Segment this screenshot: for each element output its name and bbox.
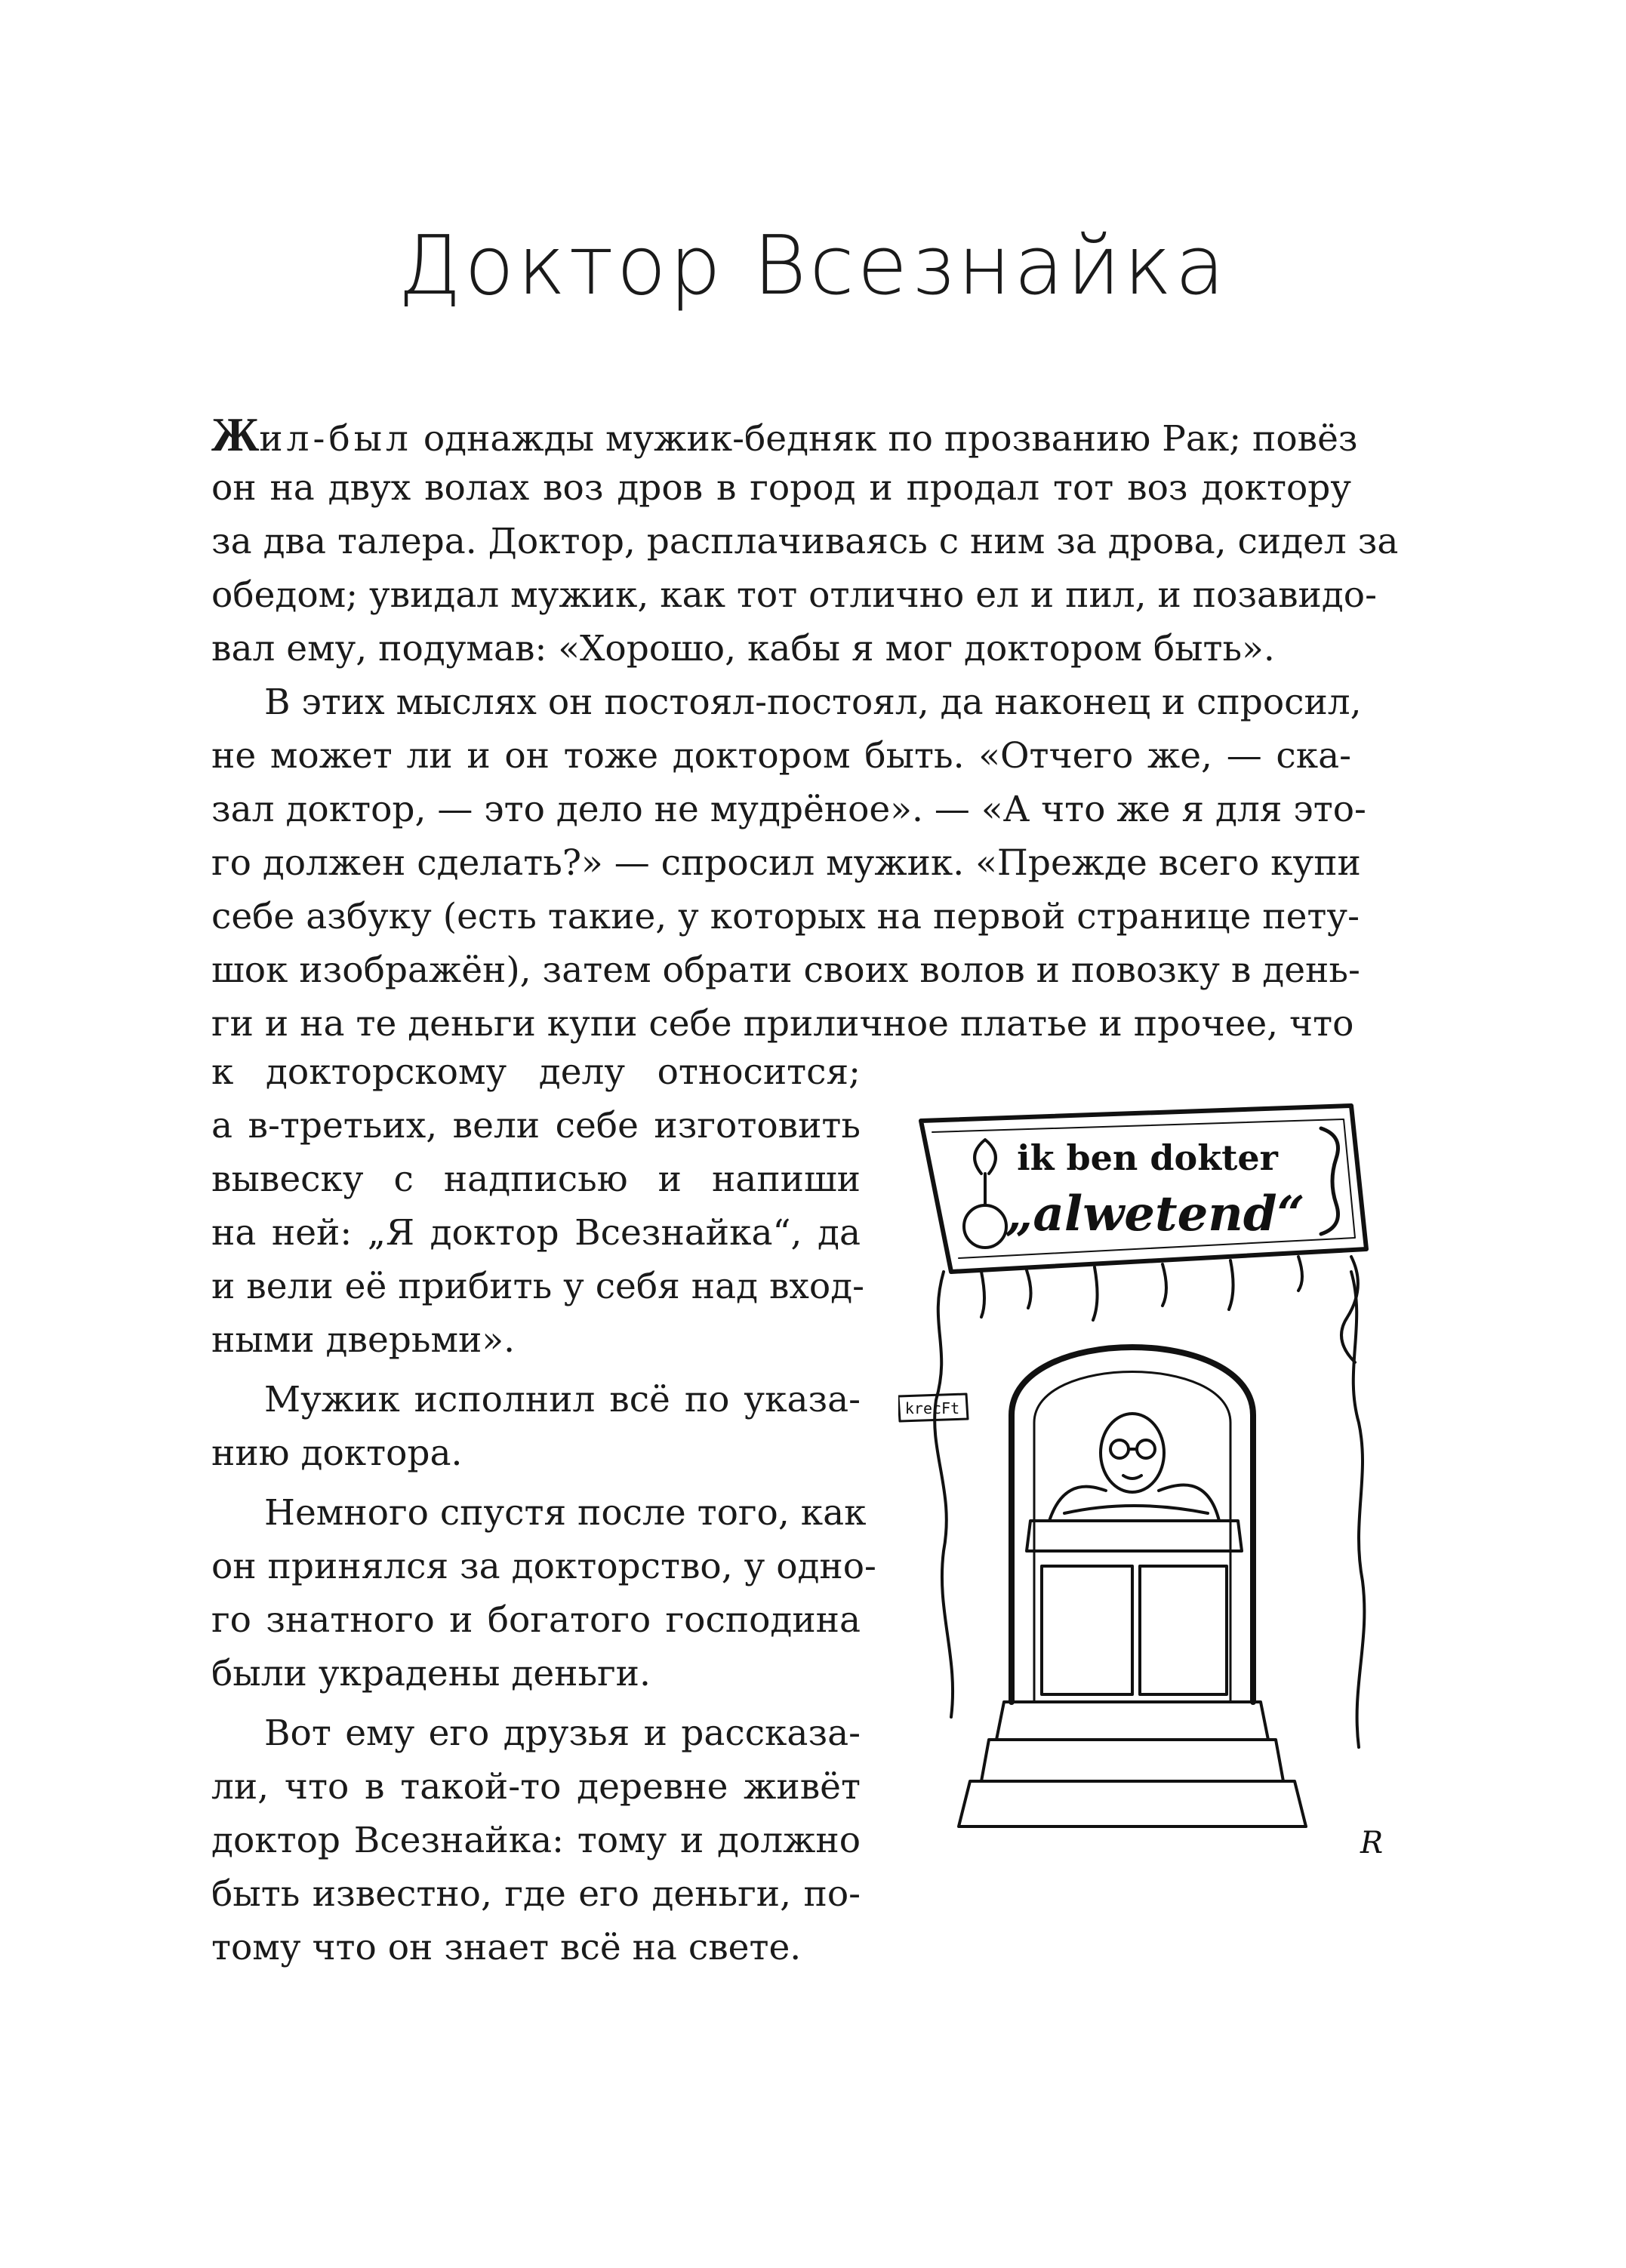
column-text (211, 1045, 876, 1974)
text-line: тому что он знает всё на свете. (211, 1927, 802, 1968)
page-title: Доктор Всезнайка (398, 219, 1228, 313)
text-line: Мужик исполнил всё по указа- (264, 1379, 861, 1420)
first-word-rest: ил-был (259, 418, 412, 460)
text-line: вал ему, подумав: «Хорошо, кабы я мог доктором быть». (211, 628, 1275, 669)
text-line: а в-третьих, вели себе изготовить (211, 1105, 861, 1146)
drop-cap: Ж (211, 408, 260, 461)
text-line: и вели её прибить у себя над вход- (211, 1266, 865, 1307)
artist-signature: R (1360, 1826, 1384, 1860)
doctor-doorway-illustration (898, 1098, 1397, 1876)
text-line: за два талера. Доктор, расплачиваясь с ним за дрова, сидел за (211, 521, 1399, 562)
text-line: были украдены деньги. (211, 1653, 651, 1694)
text-line: себе азбуку (есть такие, у которых на первой странице пету- (211, 896, 1360, 937)
text-line: на ней: „Я доктор Всезнайка“, да (211, 1212, 861, 1254)
text-line: вывеску с надписью и напиши (211, 1159, 861, 1200)
sign-text-line2: „alwetend“ (1005, 1186, 1305, 1242)
text-line: быть известно, где его деньги, по- (211, 1873, 861, 1915)
text-line: ли, что в такой-то деревне живёт (211, 1766, 861, 1808)
text-line: ными дверьми». (211, 1319, 516, 1361)
text-line: обедом; увидал мужик, как тот отлично ел и пил, и позавидо- (211, 574, 1377, 616)
text-line: к докторскому делу относится; (211, 1051, 861, 1093)
text-line: го знатного и богатого господина (211, 1599, 861, 1641)
text-line: он на двух волах воз дров в город и продал тот воз доктору (211, 467, 1351, 509)
text-line-1 (211, 408, 1358, 461)
text-line: В этих мыслях он постоял-постоял, да наконец и спросил, (264, 682, 1362, 723)
text-line: доктор Всезнайка: тому и должно (211, 1820, 861, 1861)
text-line: го должен сделать?» — спросил мужик. «Прежде всего купи (211, 842, 1361, 884)
first-line-rest: однажды мужик-бедняк по прозванию Рак; повёз (411, 418, 1358, 460)
text-line: Вот ему его друзья и рассказа- (264, 1713, 861, 1754)
full-width-text (211, 408, 1399, 1051)
text-line: он принялся за докторство, у одно- (211, 1546, 876, 1587)
text-line: ги и на те деньги купи себе приличное платье и прочее, что (211, 1003, 1354, 1045)
sign-text-line1: ik ben dokter (1017, 1137, 1278, 1178)
text-line: не может ли и он тоже доктором быть. «Отчего же, — ска- (211, 735, 1351, 777)
small-sign-text: krecFt (904, 1399, 960, 1417)
text-line: нию доктора. (211, 1433, 463, 1474)
text-line: шок изображён), затем обрати своих волов и повозку в день- (211, 949, 1360, 991)
text-line: Немного спустя после того, как (264, 1492, 867, 1534)
text-line: зал доктор, — это дело не мудрёное». — «А что же я для это- (211, 789, 1366, 830)
